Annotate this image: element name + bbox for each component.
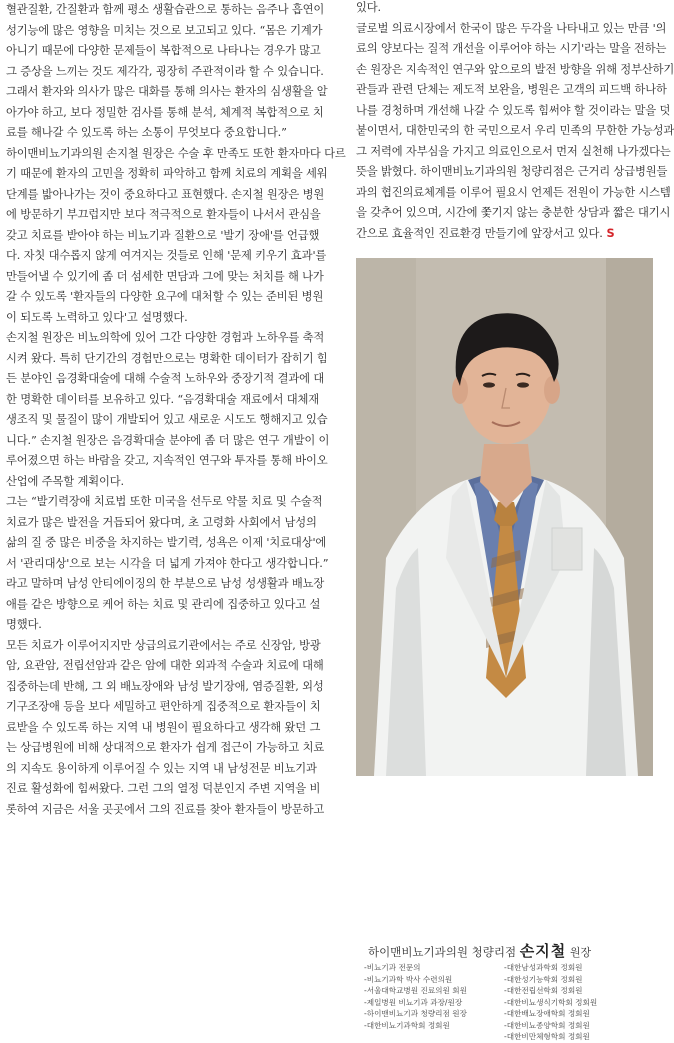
text-line: 모든 치료가 이루어지지만 상급의료기관에서는 주로 신장암, 방광 [6,638,321,652]
doctor-portrait-photo [356,258,653,1041]
text-line: 시켜 왔다. 특히 단기간의 경험만으로는 명확한 데이터가 잡히기 힘 [6,351,328,365]
credential-item: -대한비뇨생식기학회 정회원 [504,997,598,1007]
credential-item: -대한비뇨기과학회 정회원 [364,1020,450,1030]
text-line: 을 갖추어 있으며, 시간에 쫓기지 않는 충분한 상담과 짧은 대기시 [356,206,671,219]
text-line: 료받을 수 있도록 하는 지역 내 병원이 필요하다고 생각해 왔던 그 [6,720,321,734]
credential-item: -비뇨기과학 박사 수련의원 [364,974,453,984]
doctor-role: 원장 [569,946,592,959]
text-line: 의 지속도 용이하게 이루어질 수 있는 지역 내 남성전문 비뇨기과 [6,761,317,775]
right-column [356,0,674,1041]
text-line: 그래서 환자와 의사가 많은 대화를 통해 의사는 환자의 심생활을 알 [6,85,328,98]
text-line: 갈 수 있도록 '환자들의 다양한 요구에 대처할 수 있는 준비된 병원 [6,290,324,303]
left-paragraphs [6,0,346,820]
text-line: 한 명확한 데이터를 보유하고 있다. “음경확대술 재료에서 대체재 [6,392,319,406]
text-line: 니다.” 손지철 원장은 음경확대술 분야에 좀 더 많은 연구 개발이 이 [6,433,330,447]
doctor-name: 손지철 [519,942,567,960]
article-paragraph [6,636,346,821]
text-line: 과의 협진의료체계를 이루어 필요시 언제든 전원이 가능한 시스템 [356,185,671,199]
text-line: 단계를 밟아나가는 것이 중요하다고 표현했다. 손지철 원장은 병원 [6,187,325,201]
text-line: 글로벌 의료시장에서 한국이 많은 두각을 나타내고 있는 만큼 '의 [356,21,667,35]
credentials-right [504,962,597,1043]
text-line: 간으로 효율적인 진료환경 만들기에 앞장서고 있다. S [356,226,615,240]
article-paragraph [6,492,346,636]
text-line: 서 '관리대상'으로 보는 시각을 더 넓게 가져야 한다고 생각합니다.” [6,556,329,570]
text-line: 이 되도록 노력하고 있다'고 설명했다. [6,310,188,324]
article-paragraph [6,328,346,492]
text-line: 붙이면서, 대한민국의 한 국민으로서 우리 민족의 무한한 가능성과 [356,124,674,137]
text-line: 롯하여 지금은 서울 곳곳에서 그의 진료를 찾아 환자들이 방문하고 [6,802,325,816]
text-line: 명했다. [6,618,42,631]
text-line: 삶의 질 중 많은 비중을 차지하는 발기력, 성욕은 이제 '치료대상'에 [6,536,327,549]
text-line: 혈관질환, 간질환과 함께 평소 생활습관으로 통하는 음주나 흡연이 [6,3,325,16]
text-line: 관들과 관련 단체는 제도적 보완을, 병원은 고객의 피드백 하나하 [356,83,667,96]
credentials-left [364,962,467,1031]
credential-item: -서울대학교병원 진료의원 회원 [364,986,467,995]
text-line: 그 증상을 느끼는 것도 제각각, 굉장히 주관적이라 할 수 있습니다. [6,64,324,78]
text-line: 만들어낼 수 있기에 좀 더 섬세한 면담과 그에 맞는 처치를 해 나가 [6,269,324,283]
text-line: 산업에 주목할 계획이다. [6,474,124,488]
text-line: 뜻을 밝혔다. 하이맨비뇨기과의원 청량리점은 근거리 상급병원들 [356,165,668,178]
text-line: 손지철 원장은 비뇨의학에 있어 그간 다양한 경험과 노하우를 축적 [6,331,325,344]
article-paragraph [6,144,346,329]
text-line: 든 분야인 음경확대술에 대해 수술적 노하우와 중장기적 결과에 대 [6,372,325,385]
article-end-mark: S [602,226,615,240]
text-line: 치료가 많은 발전을 거듭되어 왔다며, 초 고령화 사회에서 남성의 [6,515,317,529]
text-line: 암, 요관암, 전립선암과 같은 암에 대한 외과적 수술과 치료에 대해 [6,659,324,672]
caption-title [368,940,591,961]
text-line: 갖고 치료를 받아야 하는 비뇨기과 질환으로 '발기 장애'를 언급했 [6,228,320,242]
text-line: 아가야 하고, 보다 정밀한 검사를 통해 분석, 체계적 복합적으로 치 [6,105,324,119]
text-line: 성기능에 많은 영향을 미치는 것으로 보고되고 있다. “몸은 기계가 [6,23,323,37]
credential-item: -제일병원 비뇨기과 과장/원장 [364,997,463,1007]
text-line: 애를 같은 방향으로 케어 하는 치료 및 관리에 집중하고 있다고 설 [6,597,321,611]
text-line: 료를 해나갈 수 있도록 하는 소통이 무엇보다 중요합니다.” [6,126,287,139]
credential-item: -대한전립선학회 정회원 [504,986,583,995]
text-line: 기구조장애 등을 보다 세밀하고 편안하게 집중적으로 환자들이 치 [6,700,321,713]
text-line: 나를 경청하며 개선해 나갈 수 있도록 힘써야 할 것이라는 말을 덧 [356,103,671,117]
text-line: 그 저력에 자부심을 가지고 의료인으로서 먼저 실천해 나가겠다는 [356,144,671,158]
text-line: 하이맨비뇨기과의원 손지철 원장은 수술 후 만족도 또한 환자마다 다르 [6,146,346,160]
text-line: 생조직 및 물질이 많이 개발되어 있고 새로운 시도도 행해지고 있습 [6,413,328,426]
credential-item: -대한비뇨종양학회 정회원 [504,1020,590,1030]
text-line: 는 상급병원에 비해 상대적으로 환자가 쉽게 접근이 가능하고 치료 [6,741,325,754]
article-paragraph [6,0,346,144]
photo-caption [356,938,653,1041]
text-line: 료의 양보다는 질적 개선을 이루어야 하는 시기'라는 말을 전하는 [356,42,667,55]
doctor-portrait-illustration [356,258,653,776]
text-line: 라고 말하며 남성 안티에이징의 한 부분으로 남성 성생활과 배뇨장 [6,577,325,590]
text-line: 루어졌으면 하는 바람을 갖고, 지속적인 연구와 투자를 통해 바이오 [6,454,328,467]
text-line: 손 원장은 지속적인 연구와 앞으로의 발전 방향을 위해 정부산하기 [356,62,674,76]
text-line: 기 때문에 환자의 고민을 정확히 파악하고 함께 치료의 계획을 세워 [6,167,328,180]
credential-item: -비뇨기과 전문의 [364,963,421,972]
credential-item: -대한남성과학회 정회원 [504,963,583,972]
text-line: 그는 “발기력장애 치료법 또한 미국을 선두로 약물 치료 및 수술적 [6,495,323,508]
text-line: 집중하는데 반해, 그 외 배뇨장애와 남성 발기장애, 염증질환, 외성 [6,679,324,693]
text-line: 에 방문하기 부끄럽지만 보다 적극적으로 환자들이 나서서 관심을 [6,208,321,221]
text-line: 다. 자칫 대수롭지 않게 여겨지는 것들로 인해 '문제 키우기 효과'를 [6,249,327,262]
credential-item: -대한배뇨장애학회 정회원 [504,1009,590,1018]
credential-item: -대한성기능학회 정회원 [504,974,583,984]
text-line: 있다. [356,1,381,14]
text-line: 진료 활성화에 힘써왔다. 그런 그의 열정 덕분인지 주변 지역을 비 [6,782,321,795]
credential-item: -하이맨비뇨기과 청량리점 원장 [364,1009,467,1018]
left-column [6,0,346,816]
credential-item: -대한비만체형학회 정회원 [504,1032,590,1041]
text-line: 아니기 때문에 다양한 문제들이 복합적으로 나타나는 경우가 많고 [6,44,321,57]
right-paragraphs [356,0,674,244]
clinic-name: 하이맨비뇨기과의원 청량리점 [368,945,517,959]
